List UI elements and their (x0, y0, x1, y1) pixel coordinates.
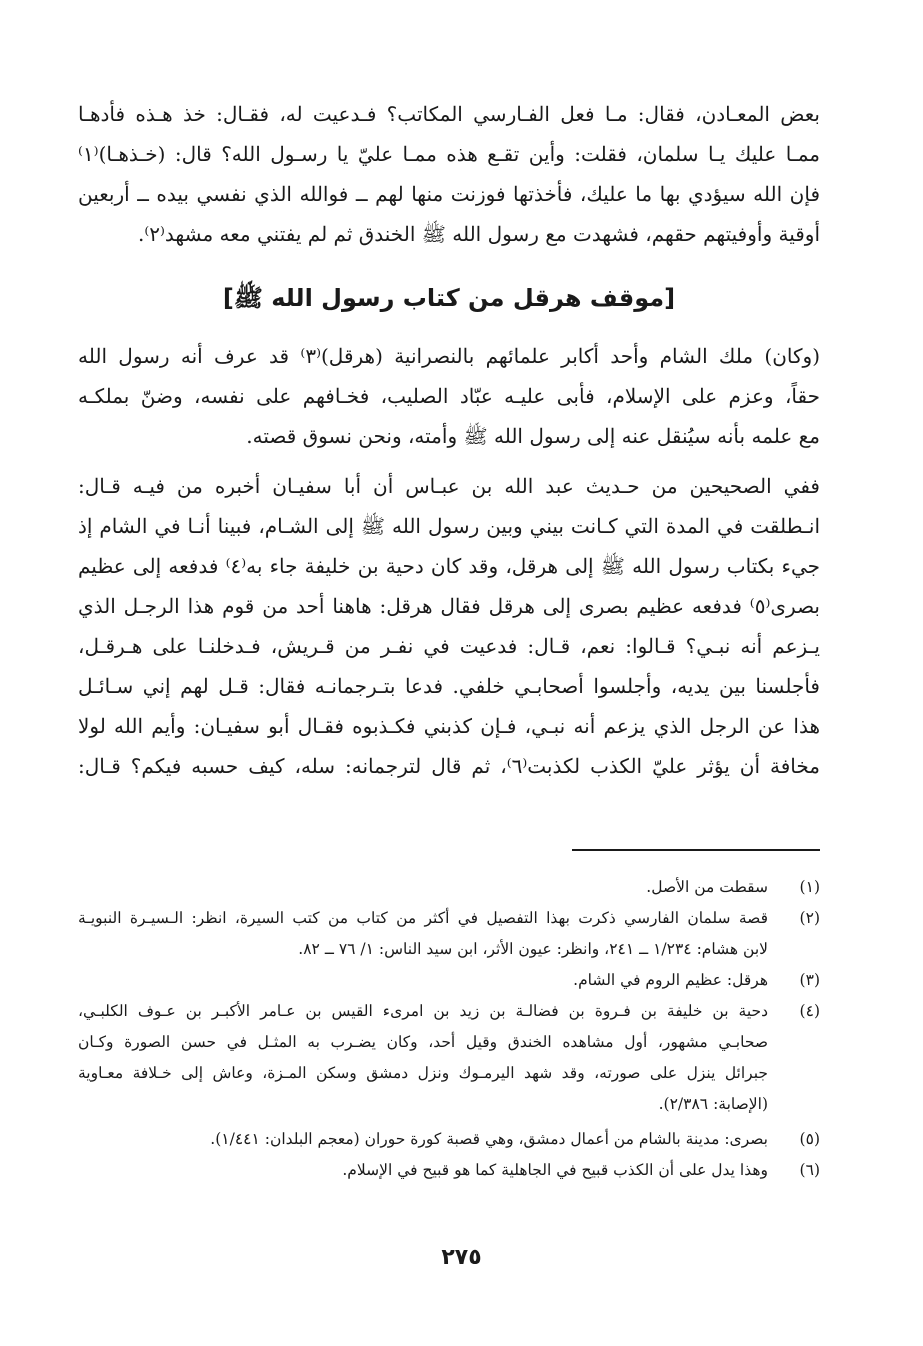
footnote-separator (572, 849, 820, 851)
text-line: مع علمه بأنه سيُنقل عنه إلى رسول الله ﷺ وأمته، ونحن نسوق قصته. (246, 424, 820, 448)
footnote-1 (78, 872, 820, 903)
text-line: مخافة أن يؤثر عليّ الكذب لكذبت⁽٦⁾، ثم قال لترجمانه: سله، كيف حسبه فيكم؟ قـال: (78, 754, 820, 778)
text-line: يـزعم أنه نبـي؟ قـالوا: نعم، قـال: فدعيت في نفـر من قـريش، فـدخلنـا على هـرقـل، (78, 634, 820, 658)
paragraph-salman (78, 94, 820, 254)
paragraph-abu-sufyan (78, 466, 820, 786)
footnote-line: دحية بن خليفة بن فـروة بن فضالـة بن زيد بن امرىء القيس بن عـامر الأكبـر بن عـوف الكلبـي، (78, 1002, 768, 1020)
footnote-6 (78, 1155, 820, 1186)
text-line: انـطلقت في المدة التي كـانت بيني وبين رسول الله ﷺ إلى الشـام، فبينا أنـا في الشام إذ (78, 514, 820, 538)
page-number: ٢٧٥ (441, 1245, 482, 1270)
text-line: جيء بكتاب رسول الله ﷺ إلى هرقل، وقد كان دحية بن خليفة جاء به⁽٤⁾ فدفعه إلى عظيم (78, 554, 820, 578)
footnote-line: هرقل: عظيم الروم في الشام. (573, 971, 768, 989)
footnote-number: (٥) (799, 1130, 820, 1148)
text-line: بصرى⁽٥⁾ فدفعه عظيم بصرى إلى هرقل فقال هرقل: هاهنا أحد من قوم هذا الرجـل الذي (78, 594, 820, 618)
footnote-3 (78, 965, 820, 996)
footnote-number: (٢) (799, 909, 820, 927)
footnote-number: (١) (799, 878, 820, 896)
section-heading: [موقف هرقل من كتاب رسول الله ﷺ] (222, 284, 676, 312)
footnote-line: لابن هشام: ١/٢٣٤ ــ ٢٤١، وانظر: عيون الأثر، ابن سيد الناس: ١/ ٧٦ ــ ٨٢. (298, 940, 768, 958)
text-line: أوقية وأوفيتهم حقهم، فشهدت مع رسول الله ﷺ الخندق ثم لم يفتني معه مشهد⁽٢⁾. (137, 222, 820, 246)
text-line: ممـا عليك يـا سلمان، فقلت: وأين تقـع هذه ممـا عليّ يا رسـول الله؟ قال: (خـذهـا)⁽١⁾ (78, 142, 820, 166)
footnote-line: (الإصابة: ٢/٣٨٦). (658, 1095, 768, 1113)
paragraph-heraclius-intro (78, 336, 820, 456)
footnote-number: (٤) (799, 1002, 820, 1020)
footnote-line: وهذا يدل على أن الكذب قبيح في الجاهلية كما هو قبيح في الإسلام. (342, 1161, 768, 1179)
text-line: هذا عن الرجل الذي يزعم أنه نبـي، فـإن كذبني فكـذبوه فقـال أبو سفيـان: وأيم الله لولا (78, 714, 820, 738)
text-line: فأجلسنا بين يديه، وأجلسوا أصحابـي خلفي. فدعا بتـرجمانـه فقال: قـل لهم إني سـائـل (78, 674, 820, 698)
footnote-4 (78, 996, 820, 1120)
footnotes (78, 872, 820, 1186)
footnote-line: صحابـي مشهور، أول مشاهده الخندق وقيل أحد، وكان يضـرب به المثـل في حسن الصورة وكـان (78, 1033, 768, 1051)
footnote-5 (78, 1124, 820, 1155)
footnote-line: جبرائل ينزل على صورته، وقد شهد اليرمـوك ونزل دمشق وسكن المـزة، وعاش إلى خـلافة معـاوية (78, 1064, 768, 1082)
text-line: (وكان) ملك الشام وأحد أكابر علمائهم بالنصرانية (هرقل)⁽٣⁾ قد عرف أنه رسول الله (78, 344, 820, 368)
footnote-number: (٣) (799, 971, 820, 989)
footnote-2 (78, 903, 820, 965)
text-line: حقاً، وعزم على الإسلام، فأبى عليـه عبّاد الصليب، فخـافهم على نفسه، وضنّ بملكـه (78, 384, 820, 408)
text-line: بعض المعـادن، فقال: مـا فعل الفـارسي المكاتب؟ فـدعيت له، فقـال: خذ هـذه فأدهـا (78, 102, 820, 126)
text-line: ففي الصحيحين من حـديث عبد الله بن عبـاس أن أبا سفيـان أخبره من فيـه قـال: (78, 474, 820, 498)
footnote-line: بصرى: مدينة بالشام من أعمال دمشق، وهي قصبة كورة حوران (معجم البلدان: ١/٤٤١). (210, 1130, 768, 1148)
footnote-number: (٦) (799, 1161, 820, 1179)
text-line: فإن الله سيؤدي بها ما عليك، فأخذتها فوزنت منها لهم ــ فوالله الذي نفسي بيده ــ أربعين (78, 182, 820, 206)
footnote-line: قصة سلمان الفارسي ذكرت بهذا التفصيل في أكثر من كتاب من كتب السيرة، انظر: الـسيـرة النبويـة (78, 909, 768, 927)
footnote-line: سقطت من الأصل. (646, 878, 768, 896)
